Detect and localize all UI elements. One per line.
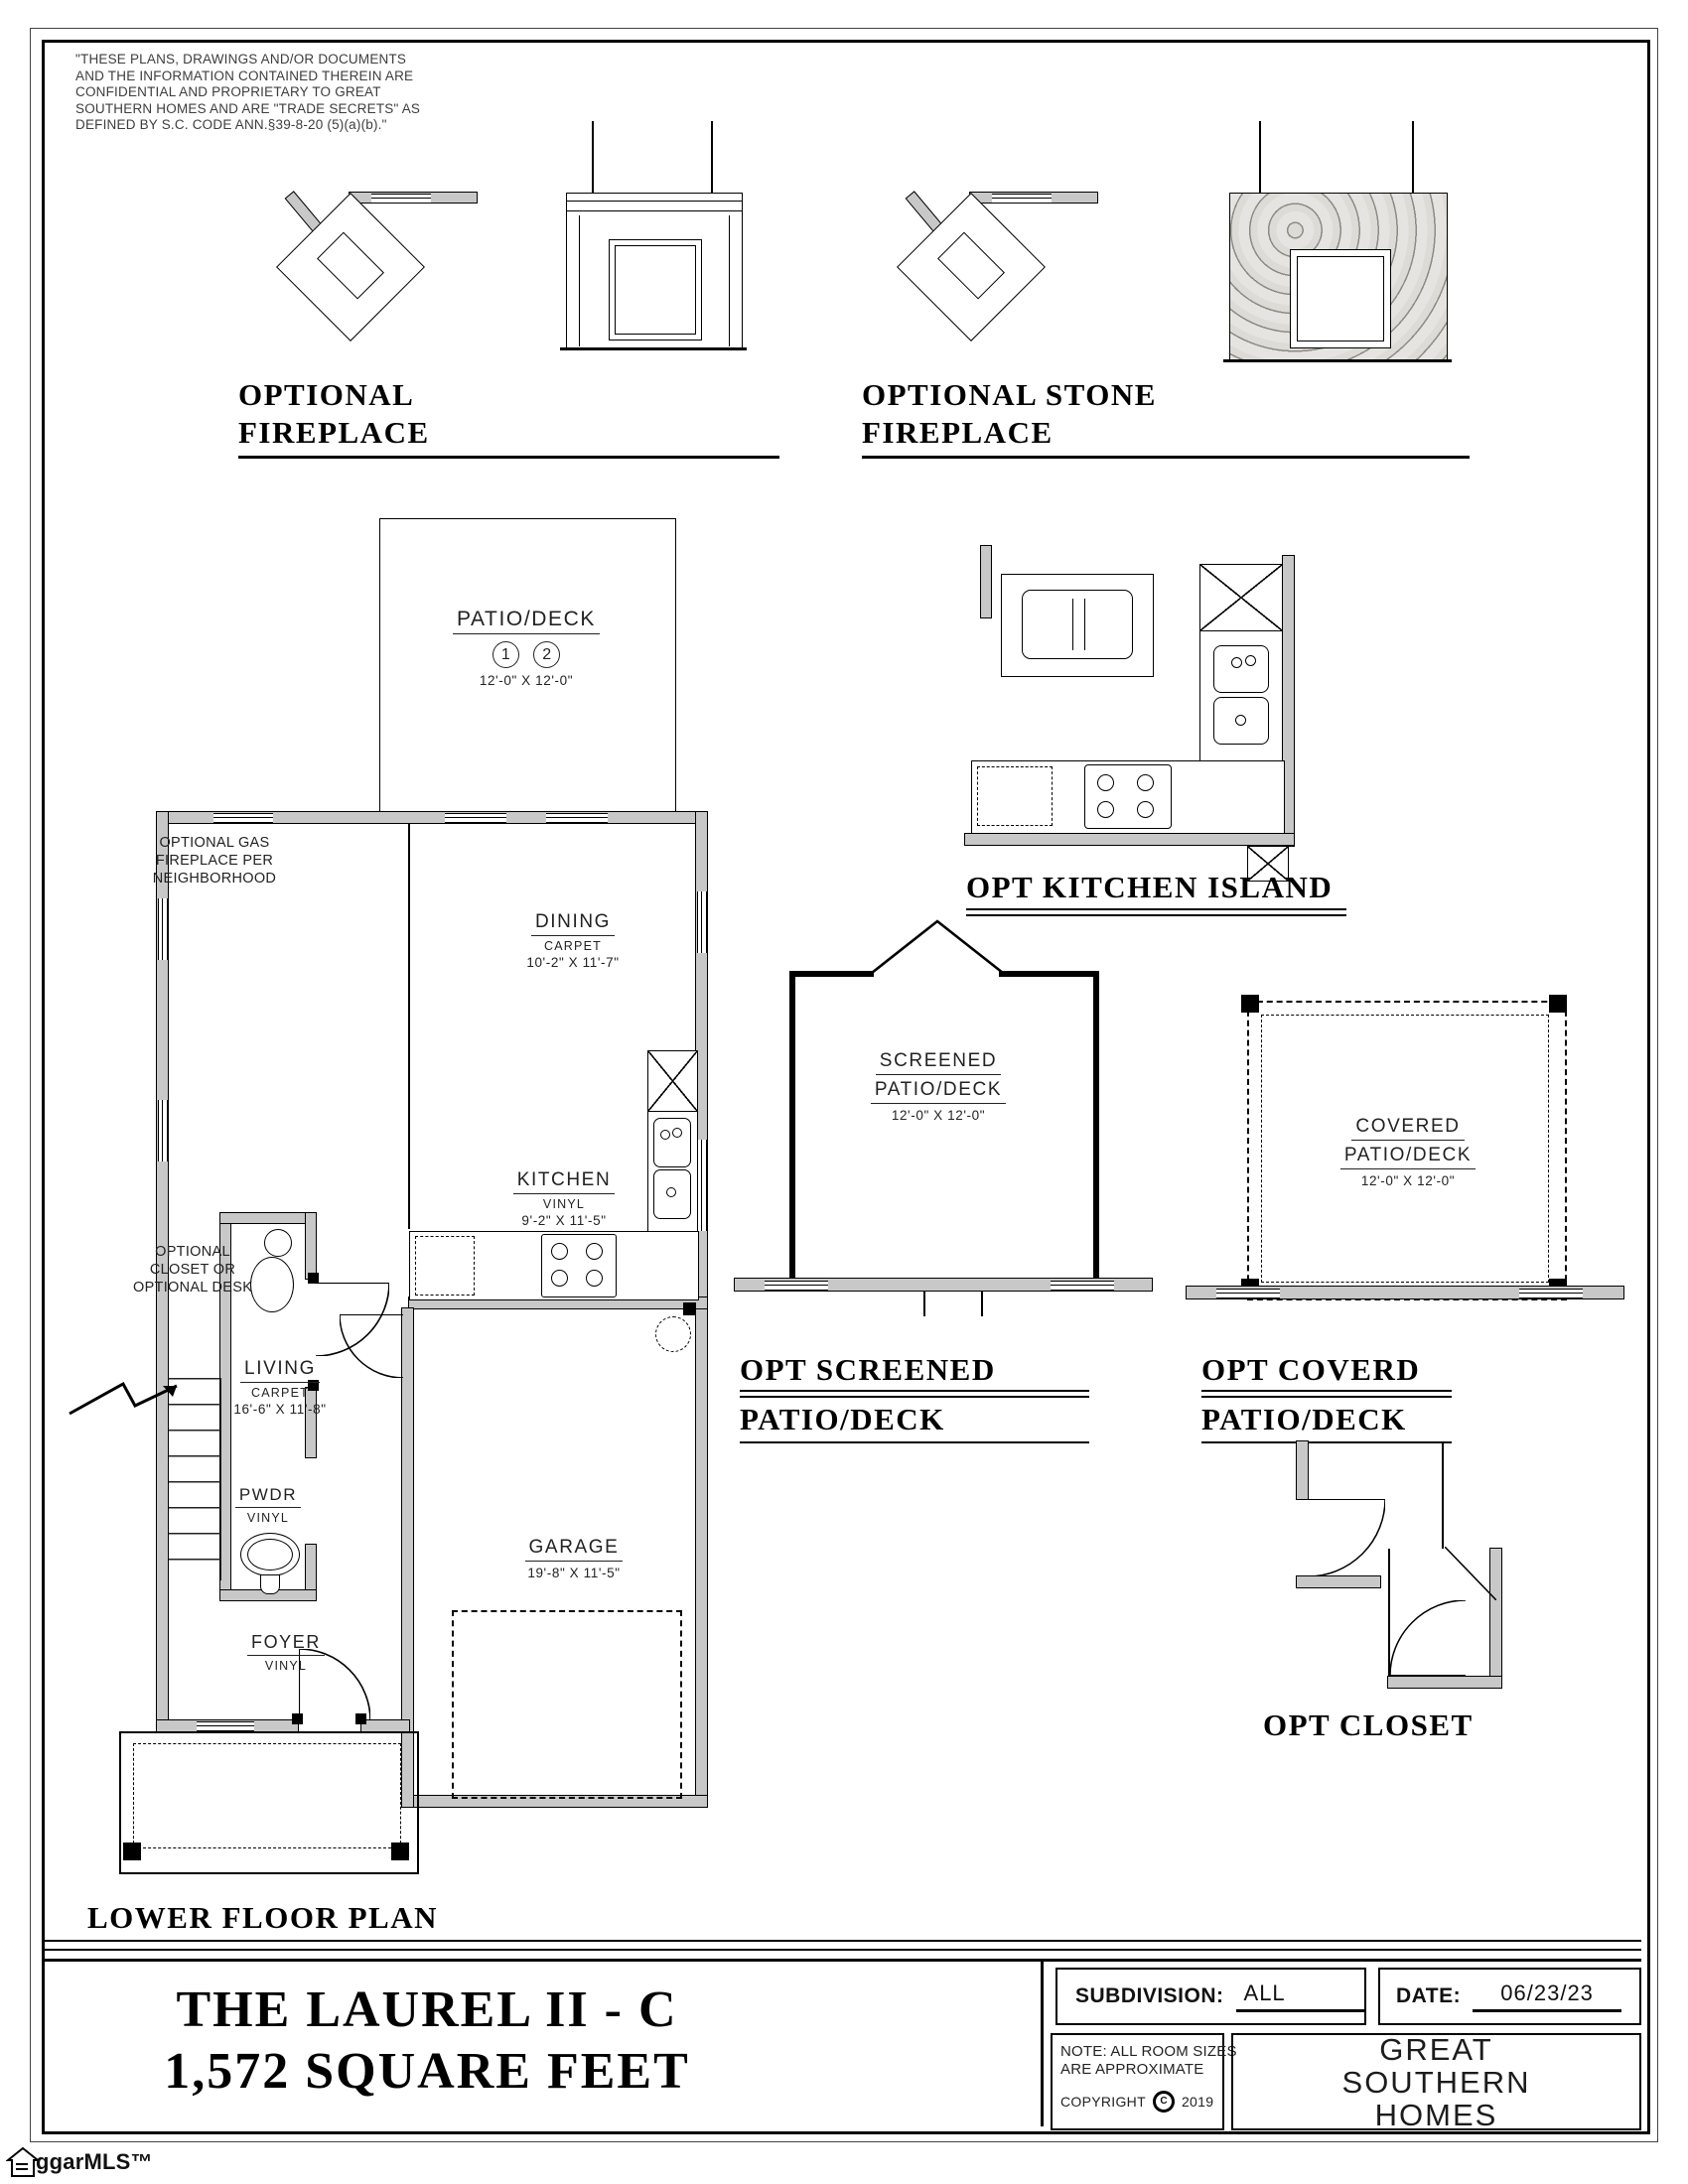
sink-basin-inner xyxy=(247,1539,293,1570)
pedestal-sink xyxy=(240,1533,300,1576)
crown-molding xyxy=(567,201,742,211)
heading-rule xyxy=(238,456,779,459)
window xyxy=(1519,1289,1583,1298)
plan-title-line2: 1,572 SQUARE FEET xyxy=(164,2043,690,2100)
heading-text: PATIO/DECK xyxy=(1201,1402,1407,1436)
screened-patio-label xyxy=(839,1050,1038,1123)
burner xyxy=(1097,801,1114,818)
room-size: 16'-6" X 11'-8" xyxy=(233,1402,327,1417)
firebox-frame xyxy=(609,239,702,341)
disclaimer-line: "THESE PLANS, DRAWINGS AND/OR DOCUMENTS xyxy=(75,52,407,67)
corner-cabinet xyxy=(647,1050,698,1112)
sink-basin xyxy=(653,1118,691,1167)
room-size: 12'-0" X 12'-0" xyxy=(891,1108,986,1123)
heading-double-rule xyxy=(966,914,1346,916)
room-floor: VINYL xyxy=(264,1659,308,1673)
foyer-front-wall xyxy=(361,1720,409,1731)
firebox-opening xyxy=(1297,256,1384,341)
plan-title xyxy=(89,1980,765,2104)
company-name-line: GREAT xyxy=(1379,2031,1493,2067)
step-mark xyxy=(981,1291,983,1316)
faucet-dot xyxy=(1231,657,1242,668)
copyright-icon: C xyxy=(1153,2091,1175,2113)
firebox-opening xyxy=(615,245,696,335)
heading-text: LOWER FLOOR PLAN xyxy=(87,1900,438,1935)
window xyxy=(1216,1289,1280,1298)
faucet-dot xyxy=(1245,655,1256,666)
room-name: PATIO/DECK xyxy=(1340,1145,1476,1169)
band-rule xyxy=(45,1940,1641,1942)
screened-patio-outline xyxy=(789,971,1099,1291)
closet-room-bottom-wall xyxy=(1388,1677,1501,1688)
heading-text: OPT KITCHEN ISLAND xyxy=(966,870,1334,904)
window xyxy=(213,813,273,823)
heading-rule xyxy=(1201,1441,1452,1443)
heading-text: OPT CLOSET xyxy=(1263,1707,1474,1742)
option-2-badge: 2 xyxy=(533,641,560,668)
island-bottom-wall xyxy=(965,834,1294,845)
room-size: 19'-8" X 11'-5" xyxy=(527,1566,621,1580)
screen-door-chevron xyxy=(866,915,1010,975)
optional-cabinet xyxy=(415,1236,475,1296)
stove xyxy=(1084,764,1172,829)
room-name: PWDR xyxy=(235,1485,301,1508)
copyright-text: COPYRIGHT xyxy=(1060,2094,1146,2110)
room-name: KITCHEN xyxy=(513,1169,616,1194)
heading-text: FIREPLACE xyxy=(862,415,1054,450)
window xyxy=(765,1281,828,1291)
opt-screened-heading2 xyxy=(740,1402,945,1437)
closet-wall xyxy=(1297,1576,1380,1587)
living-dining-divider xyxy=(408,823,410,1229)
gas-fireplace-note xyxy=(135,834,294,887)
wall-stub xyxy=(683,1302,696,1315)
closet-door-arc xyxy=(1308,1499,1385,1576)
note-line: CLOSET OR xyxy=(149,1262,236,1278)
closet-desk-note xyxy=(133,1243,252,1297)
window xyxy=(992,194,1052,204)
toilet-tank xyxy=(264,1229,292,1257)
covered-patio-label xyxy=(1309,1116,1507,1188)
note-line1: NOTE: ALL ROOM SIZES xyxy=(1060,2043,1237,2060)
date-box xyxy=(1378,1968,1641,2025)
disclaimer-note xyxy=(75,52,420,134)
island-wall-stub xyxy=(981,546,991,617)
pwdr-top-wall xyxy=(220,1213,316,1223)
house-logo-icon xyxy=(6,2146,40,2178)
band-rule xyxy=(45,1949,1641,1951)
drain-dot xyxy=(1235,715,1246,726)
room-name: SCREENED xyxy=(876,1050,1001,1075)
toilet-bowl xyxy=(250,1257,294,1312)
heading-double-rule xyxy=(1201,1390,1452,1392)
kitchen-sink xyxy=(653,1118,691,1221)
window xyxy=(546,813,608,823)
disclaimer-line: CONFIDENTIAL AND PROPRIETARY TO GREAT xyxy=(75,84,381,99)
closet-room-door-arc xyxy=(1390,1600,1466,1676)
heading-double-rule xyxy=(1201,1396,1452,1398)
window xyxy=(371,194,431,204)
burner xyxy=(1137,774,1154,791)
watermark-text: ggarMLS™ xyxy=(36,2149,153,2174)
window xyxy=(1051,1281,1114,1291)
opt-screened-heading xyxy=(740,1352,996,1388)
copyright-year: 2019 xyxy=(1181,2094,1214,2110)
optional-dishwasher xyxy=(977,766,1053,826)
opt-kitchen-island-heading xyxy=(966,870,1333,905)
closet-shelf-diagonal xyxy=(1445,1547,1496,1600)
mls-watermark xyxy=(6,2146,153,2178)
note-line2: ARE APPROXIMATE xyxy=(1060,2061,1204,2078)
room-floor: VINYL xyxy=(246,1511,290,1525)
date-value: 06/23/23 xyxy=(1473,1980,1621,2012)
optional-fireplace-heading2 xyxy=(238,415,430,451)
room-floor: CARPET xyxy=(544,939,602,953)
faucet-dot xyxy=(660,1130,670,1140)
heading-text: OPT COVERD xyxy=(1201,1352,1421,1387)
stair-break-arrow xyxy=(66,1366,195,1428)
optional-stone-fireplace-heading2 xyxy=(862,415,1054,451)
heading-text: PATIO/DECK xyxy=(740,1402,945,1436)
band-divider xyxy=(1041,1962,1044,2126)
room-size: 12'-0" X 12'-0" xyxy=(1360,1173,1456,1188)
pwdr-label xyxy=(226,1485,310,1525)
heading-text: OPTIONAL STONE xyxy=(862,377,1157,412)
heading-text: FIREPLACE xyxy=(238,415,430,450)
optional-fireplace-heading xyxy=(238,377,414,413)
note-line: NEIGHBORHOOD xyxy=(152,871,277,887)
garage-label xyxy=(504,1537,643,1580)
heading-double-rule xyxy=(740,1396,1089,1398)
chimney-line xyxy=(1412,121,1414,193)
patio-deck-label xyxy=(427,608,626,688)
mantle-leg xyxy=(579,215,580,346)
heading-rule xyxy=(740,1441,1089,1443)
room-name: DINING xyxy=(531,911,615,936)
mantle-leg xyxy=(729,215,730,346)
stove xyxy=(541,1234,617,1297)
kitchen-island xyxy=(1001,574,1154,677)
dining-label xyxy=(503,911,642,970)
room-size: 12'-0" X 12'-0" xyxy=(479,673,574,688)
option-1-badge: 1 xyxy=(492,641,519,668)
firebox-frame xyxy=(1290,249,1391,348)
patio-post xyxy=(1241,995,1259,1013)
chimney-line xyxy=(711,121,713,193)
corner-cabinet xyxy=(1199,564,1283,631)
kitchen-label xyxy=(494,1169,633,1228)
opt-coverd-heading2 xyxy=(1201,1402,1407,1437)
water-heater xyxy=(655,1316,691,1352)
subdivision-box xyxy=(1055,1968,1366,2025)
date-label: DATE: xyxy=(1396,1984,1462,2007)
pwdr-right-wall xyxy=(306,1213,316,1279)
note-line: OPTIONAL DESK xyxy=(133,1280,253,1296)
hearth-line xyxy=(560,347,747,350)
heading-text: OPT SCREENED xyxy=(740,1352,996,1387)
firebox xyxy=(317,232,384,300)
company-box xyxy=(1231,2033,1641,2130)
drain-dot xyxy=(666,1187,676,1197)
faucet-dot xyxy=(672,1128,682,1138)
room-name: COVERED xyxy=(1351,1116,1464,1141)
heading-double-rule xyxy=(966,908,1346,910)
company-name-line: HOMES xyxy=(1374,2097,1498,2132)
heading-double-rule xyxy=(740,1390,1089,1392)
porch-post xyxy=(391,1843,409,1860)
hearth-line xyxy=(1223,359,1452,362)
opt-coverd-heading xyxy=(1201,1352,1420,1388)
disclaimer-line: DEFINED BY S.C. CODE ANN.§39-8-20 (5)(a)(b)." xyxy=(75,117,387,132)
stone-fireplace xyxy=(1229,193,1448,361)
sink-pedestal xyxy=(260,1574,280,1594)
kitchen-window xyxy=(697,1140,707,1231)
house-right-wall xyxy=(696,812,707,1807)
room-floor: CARPET xyxy=(251,1386,309,1400)
porch-post xyxy=(123,1843,141,1860)
lower-floor-plan-caption xyxy=(87,1900,438,1936)
room-name: FOYER xyxy=(247,1632,325,1656)
subdivision-label: SUBDIVISION: xyxy=(1075,1984,1224,2007)
room-name: GARAGE xyxy=(525,1537,624,1562)
note-line: OPTIONAL GAS xyxy=(159,835,270,851)
window xyxy=(158,1100,168,1161)
window xyxy=(697,891,707,953)
burner xyxy=(1097,774,1114,791)
room-name: PATIO/DECK xyxy=(871,1079,1006,1104)
mantle-fireplace xyxy=(566,193,743,349)
porch-inner xyxy=(133,1743,401,1848)
window xyxy=(158,898,168,960)
chimney-line xyxy=(1259,121,1261,193)
foyer-label xyxy=(236,1632,336,1673)
chimney-line xyxy=(592,121,594,193)
step-mark xyxy=(923,1291,925,1316)
island-sink-divider xyxy=(1072,599,1073,650)
burner xyxy=(551,1243,568,1260)
heading-rule xyxy=(862,456,1470,459)
closet-wall-line xyxy=(1442,1441,1444,1549)
subdivision-value: ALL xyxy=(1236,1980,1364,2012)
living-label xyxy=(211,1358,350,1417)
heading-text: OPTIONAL xyxy=(238,377,415,412)
closet-wall xyxy=(1297,1441,1308,1499)
room-floor: VINYL xyxy=(542,1197,586,1211)
firebox xyxy=(937,232,1005,300)
note-line: FIREPLACE PER xyxy=(155,853,274,869)
burner xyxy=(586,1243,603,1260)
garage-door-area xyxy=(452,1610,682,1799)
burner xyxy=(586,1270,603,1287)
company-name-line: SOUTHERN xyxy=(1341,2064,1531,2100)
island-sink xyxy=(1022,590,1133,659)
room-size: 10'-2" X 11'-7" xyxy=(526,955,620,970)
disclaimer-line: SOUTHERN HOMES AND ARE "TRADE SECRETS" AS xyxy=(75,100,421,116)
window xyxy=(445,813,506,823)
room-size: 9'-2" X 11'-5" xyxy=(521,1213,607,1228)
note-line: OPTIONAL xyxy=(155,1244,230,1260)
patio-post xyxy=(1549,995,1567,1013)
burner xyxy=(551,1270,568,1287)
plan-title-line1: THE LAUREL II - C xyxy=(176,1981,678,2038)
burner xyxy=(1137,801,1154,818)
room-name: LIVING xyxy=(240,1358,320,1383)
island-sink-divider xyxy=(1084,599,1085,650)
optional-stone-fireplace-heading xyxy=(862,377,1157,413)
disclaimer-line: AND THE INFORMATION CONTAINED THEREIN ARE xyxy=(75,68,414,83)
window xyxy=(197,1721,254,1731)
opt-closet-heading xyxy=(1263,1707,1474,1743)
sink-basin xyxy=(1213,645,1269,693)
band-rule xyxy=(45,1959,1641,1962)
room-name: PATIO/DECK xyxy=(453,608,600,634)
counter-sink xyxy=(1213,645,1269,745)
note-box xyxy=(1051,2033,1237,2130)
